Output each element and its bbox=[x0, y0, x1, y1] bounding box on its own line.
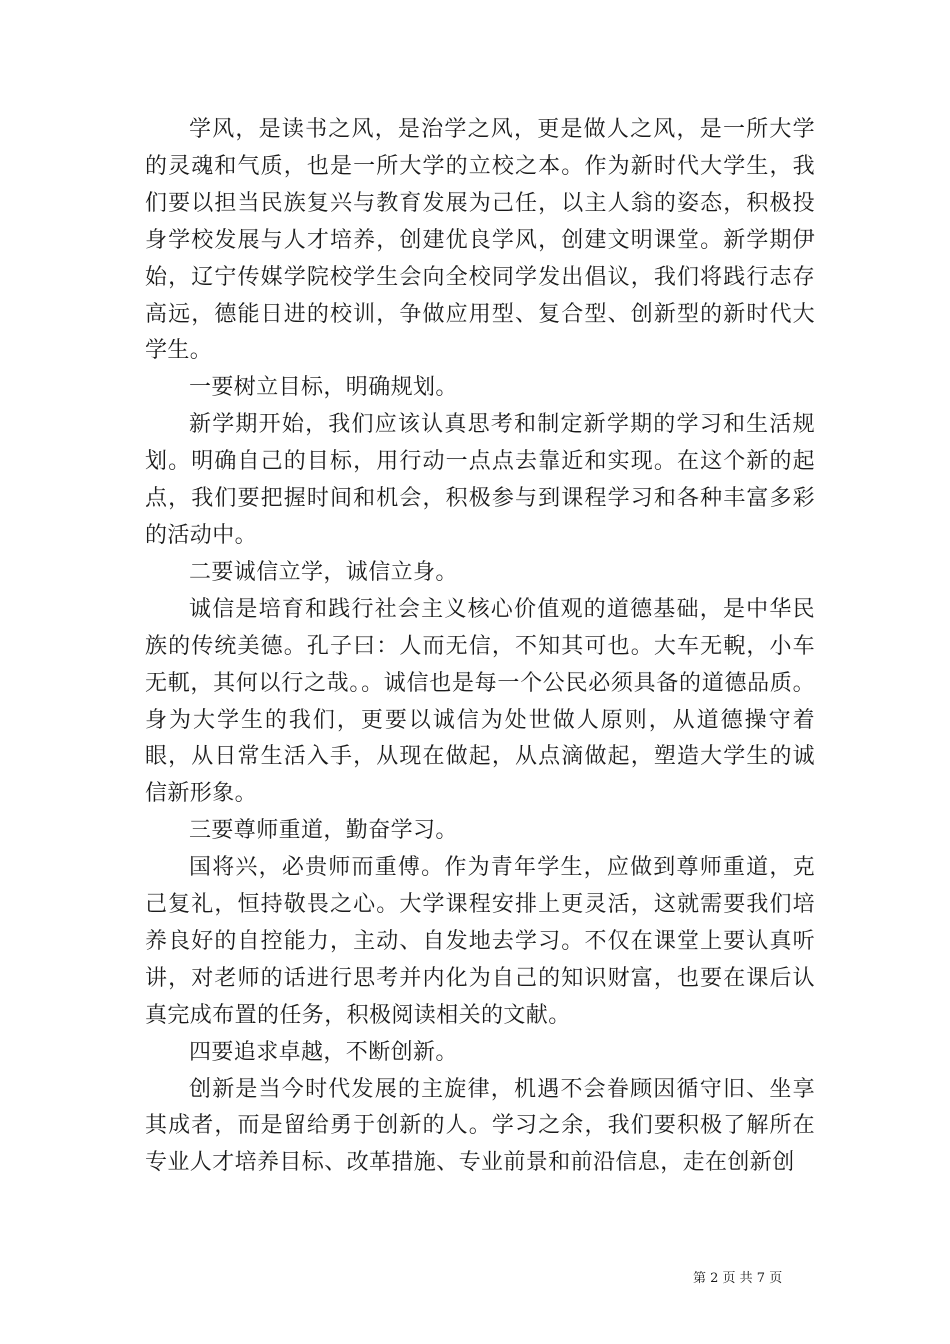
document-body bbox=[145, 112, 815, 1182]
heading-integrity: 二要诚信立学，诚信立身。 bbox=[189, 559, 458, 585]
heading-goal: 一要树立目标，明确规划。 bbox=[189, 375, 458, 401]
heading-respect-teachers: 三要尊师重道，勤奋学习。 bbox=[189, 818, 458, 844]
paragraph-integrity: 诚信是培育和践行社会主义核心价值观的道德基础，是中华民族的传统美德。孔子曰：人而无信，不知其可也。大车无輗，小车无軏，其何以行之哉。。诚信也是每一个公民必须具备的道德品质。身为大学生的我们，更要以诚信为处世做人原则，从道德操守着眼，从日常生活入手，从现在做起，从点滴做起，塑造大学生的诚信新形象。 bbox=[145, 596, 815, 807]
paragraph-goal: 新学期开始，我们应该认真思考和制定新学期的学习和生活规划。明确自己的目标，用行动一点点去靠近和实现。在这个新的起点，我们要把握时间和机会，积极参与到课程学习和各种丰富多彩的活动中。 bbox=[145, 412, 815, 548]
heading-innovation: 四要追求卓越，不断创新。 bbox=[189, 1039, 458, 1065]
page-number: 第 2 页 共 7 页 bbox=[693, 1271, 783, 1286]
paragraph-innovation: 创新是当今时代发展的主旋律，机遇不会眷顾因循守旧、坐享其成者，而是留给勇于创新的人。学习之余，我们要积极了解所在专业人才培养目标、改革措施、专业前景和前沿信息，走在创新创 bbox=[145, 1076, 815, 1176]
paragraph-respect-teachers: 国将兴，必贵师而重傅。作为青年学生，应做到尊师重道，克己复礼，恒持敬畏之心。大学课程安排上更灵活，这就需要我们培养良好的自控能力，主动、自发地去学习。不仅在课堂上要认真听讲，对老师的话进行思考并内化为自己的知识财富，也要在课后认真完成布置的任务，积极阅读相关的文献。 bbox=[145, 855, 815, 1028]
paragraph-intro: 学风，是读书之风，是治学之风，更是做人之风，是一所大学的灵魂和气质，也是一所大学的立校之本。作为新时代大学生，我们要以担当民族复兴与教育发展为己任，以主人翁的姿态，积极投身学校发展与人才培养，创建优良学风，创建文明课堂。新学期伊始，辽宁传媒学院校学生会向全校同学发出倡议，我们将践行志存高远，德能日进的校训，争做应用型、复合型、创新型的新时代大学生。 bbox=[145, 117, 815, 364]
